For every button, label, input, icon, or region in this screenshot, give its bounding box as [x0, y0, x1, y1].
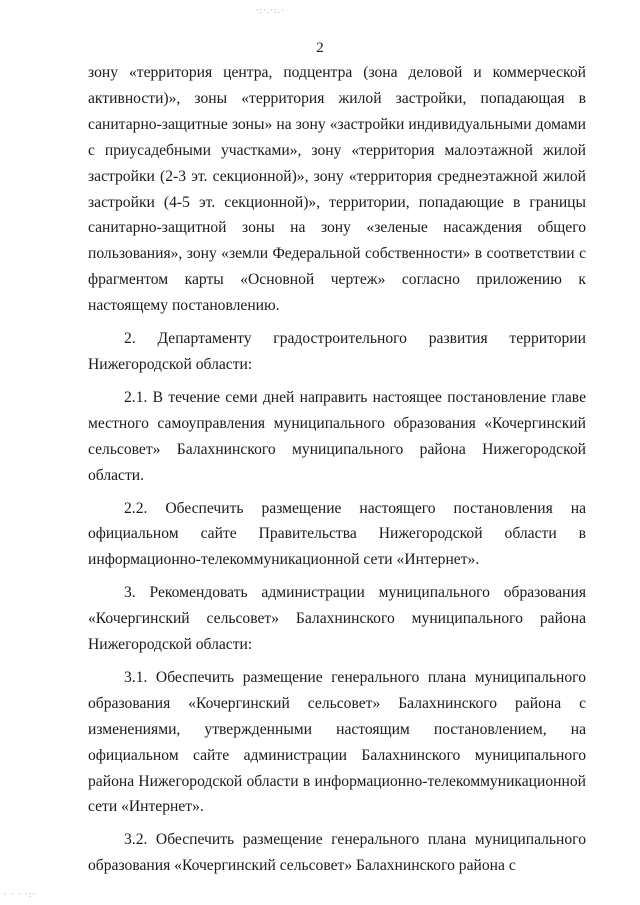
- document-body: [88, 60, 586, 886]
- page-number: 2: [316, 40, 324, 56]
- paragraph-item-2-2: 2.2. Обеспечить размещение настоящего постановления на официальном сайте Правительства Нижегородской области в информационно-телекоммуникационной сети «Интернет».: [88, 499, 586, 569]
- paragraph-item-2: 2. Департаменту градостроительного развития территории Нижегородской области:: [88, 330, 586, 373]
- paragraph-item-3-1: 3.1. Обеспечить размещение генерального плана муниципального образования «Кочергинский сельсовет» Балахнинского района с изменениями, утвержденными настоящим постановлением, на официальном сайте администрации Балахнинского муниципального района Нижегородской области в информационно-телекоммуникационной сети «Интернет».: [88, 668, 586, 816]
- paragraph-item-3-2: 3.2. Обеспечить размещение генерального плана муниципального образования «Кочергинский сельсовет» Балахнинского района с: [88, 831, 586, 875]
- scan-artifact-bottom: · · · ·:·: [4, 890, 37, 899]
- paragraph-continuation: зону «территория центра, подцентра (зона деловой и коммерческой активности)», зоны «территория жилой застройки, попадающая в санитарно-защитные зоны» на зону «застройки индивидуальными домами с приусадебными участками», зону «территория малоэтажной жилой застройки (2-3 эт. секционной)», зону «территория среднеэтажной жилой застройки (4-5 эт. секционной)», территории, попадающие в границы санитарно-защитной зоны на зону «зеленые насаждения общего пользования», зону «земли Федеральной собственности» в соответствии с фрагментом карты «Основной чертеж» согласно приложению к настоящему постановлению.: [88, 64, 586, 315]
- paragraph-item-2-1: 2.1. В течение семи дней направить настоящее постановление главе местного самоуправления муниципального образования «Кочергинский сельсовет» Балахнинского муниципального района Нижегородской области.: [88, 388, 586, 484]
- scan-artifact-top: ·:·.·:.·: [256, 6, 285, 15]
- paragraph-item-3: 3. Рекомендовать администрации муниципального образования «Кочергинский сельсовет» Балахнинского муниципального района Нижегородской области:: [88, 584, 586, 654]
